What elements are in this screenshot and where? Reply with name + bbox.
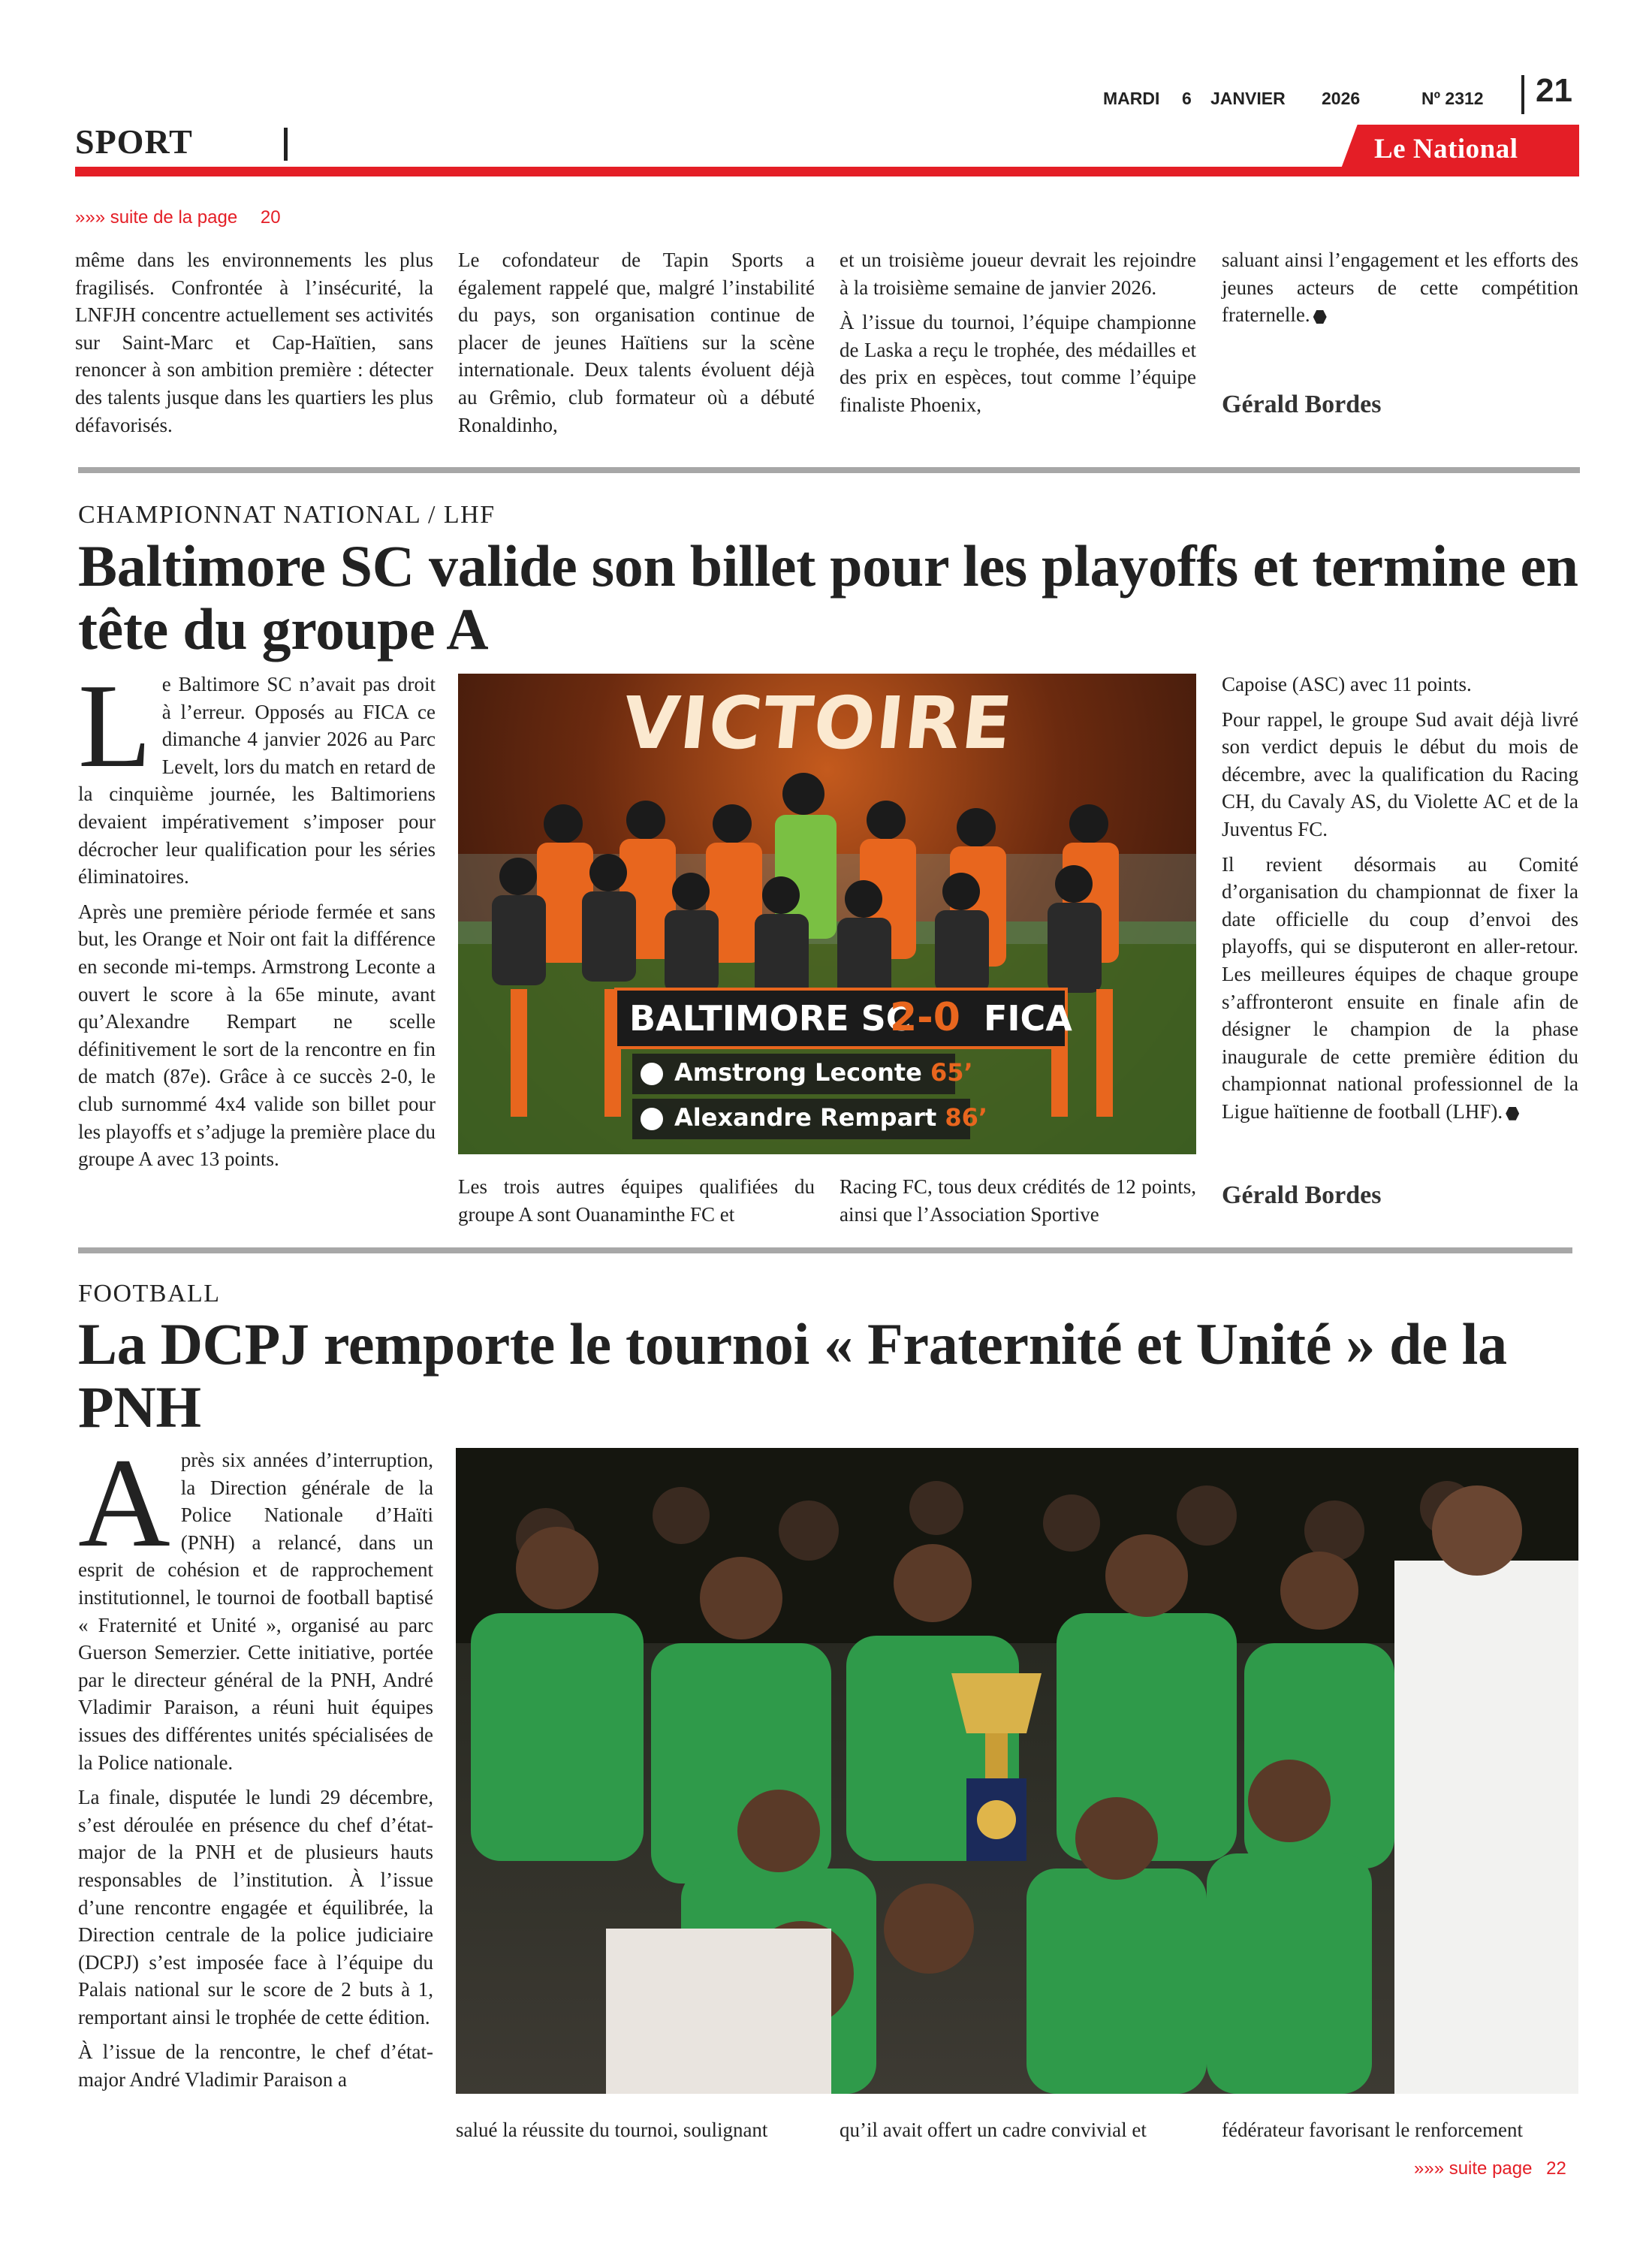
scorer-name: Alexandre Rempart (674, 1103, 937, 1132)
article-separator (78, 467, 1580, 473)
score-result: 2-0 (890, 995, 960, 1040)
scorer-minute: 86’ (945, 1103, 988, 1132)
paragraph-text: près six années d’interruption, la Direction générale de la Police Nationale d’Haïti (PNH) a relancé, dans un esprit de cohésion et de rapprochement institutionnel, le tournoi de football baptisé « Fraternité et Unité », organisé au parc Guerson Semerzier. Cette initiative, portée par le directeur général de la PNH, André Vladimir Paraison, a réuni huit équipes issues des différentes unités spécialisées de la Police nationale. (78, 1449, 433, 1774)
paragraph (1222, 851, 1578, 1126)
celebration-photo (456, 1448, 1578, 2094)
paragraph (1222, 246, 1578, 329)
article2-col4 (1222, 671, 1578, 1126)
paragraph: et un troisième joueur devrait les rejoindre à la troisième semaine de janvier 2026. (840, 249, 1196, 299)
article3-col3 (840, 2116, 1196, 2144)
scorer-minute: 65’ (930, 1058, 973, 1087)
paragraph: La finale, disputée le lundi 29 décembre, s’est déroulée en présence du chef d’état-major de la PNH et de plusieurs hauts responsables de l’institution. À l’issue d’une rencontre engagée et équilibrée, la Direction centrale de la police judiciaire (DCPJ) s’est imposée face à l’équipe du Palais national sur le score de 2 buts à 1, remportant ainsi le trophée de cette édition. (78, 1786, 433, 2028)
photo-banner: VICTOIRE (619, 681, 1017, 765)
paragraph: Le cofondateur de Tapin Sports a également rappelé que, malgré l’instabilité du pays, son organisation continue de placer de jeunes Haïtiens sur la scène internationale. Deux talents évoluent déjà au Grêmio, club formateur où a débuté Ronaldinho, (458, 249, 815, 436)
end-mark-icon (1506, 1107, 1519, 1120)
paragraph-text: e Baltimore SC n’avait pas droit à l’erreur. Opposés au FICA ce dimanche 4 janvier 2026 au Parc Levelt, lors du match en retard de la cinquième journée, les Baltimoriens devaient impérativement s’imposer pour décrocher leur qualification pour les séries éliminatoires. (78, 673, 436, 888)
paragraph-text: saluant ainsi l’engagement et les efforts des jeunes acteurs de cette compétition fraternelle. (1222, 249, 1578, 327)
article2-col1 (78, 659, 436, 1173)
team-celebration-illustration (456, 1448, 1578, 2094)
article-headline-line-2[interactable]: PNH (78, 1374, 201, 1440)
continued-from[interactable] (75, 207, 281, 228)
section-divider (284, 128, 288, 161)
header-divider (1521, 75, 1524, 114)
top-article-col2 (458, 246, 815, 439)
issue-month: JANVIER (1210, 89, 1286, 108)
dropcap: L (78, 659, 152, 792)
issue-year: 2026 (1322, 89, 1361, 108)
continued-from-page: 20 (260, 207, 281, 228)
paragraph: Pour rappel, le groupe Sud avait déjà livré son verdict depuis le début du mois de décembre, avec la qualification du Racing CH, du Cavaly AS, du Violette AC et de la Juventus FC. (1222, 707, 1578, 840)
page-number: 21 (1536, 72, 1572, 109)
top-article-col3 (840, 246, 1196, 419)
paragraph: Après une première période fermée et sans but, les Orange et Noir ont fait la différence en seconde mi-temps. Armstrong Leconte a ouvert le score à la 65e minute, avant qu’Alexandre Rempart ne scelle définitivement le sort de la rencontre en fin de match (87e). Grâce à ce succès 2-0, le club surnommé 4x4 valide son billet pour les playoffs et s’adjuge la première place du groupe A avec 13 points. (78, 900, 436, 1171)
byline: Gérald Bordes (1222, 391, 1382, 418)
paragraph: salué la réussite du tournoi, soulignant (456, 2119, 768, 2141)
article-kicker: FOOTBALL (78, 1280, 221, 1307)
top-article-col1 (75, 246, 433, 439)
end-mark-icon (1313, 310, 1327, 324)
continued-to-label: »»» suite page (1414, 2158, 1533, 2179)
article3-col4 (1222, 2116, 1578, 2144)
score-home-team: BALTIMORE SC (629, 998, 912, 1039)
article2-col3 (840, 1173, 1196, 1228)
continued-to[interactable] (1414, 2158, 1566, 2179)
article-headline-line-1[interactable]: La DCPJ remporte le tournoi « Fraternité et Unité » de la (78, 1311, 1507, 1377)
article-headline[interactable]: Baltimore SC valide son billet pour les playoffs et termine en tête du groupe A (78, 533, 1578, 662)
issue-date: 6 (1182, 89, 1192, 108)
paragraph: Capoise (ASC) avec 11 points. (1222, 673, 1472, 695)
issue-number: Nº 2312 (1421, 89, 1484, 108)
paragraph: même dans les environnements les plus fragilisés. Confrontée à l’insécurité, la LNFJH concentre actuellement ses activités sur Saint-Marc et Cap-Haïtien, sans renoncer à son ambition première : détecter des talents jusque dans les quartiers les plus défavorisés. (75, 249, 433, 436)
article3-col2 (456, 2116, 815, 2144)
issue-day: MARDI (1103, 89, 1160, 108)
byline: Gérald Bordes (1222, 1181, 1382, 1209)
match-photo (458, 674, 1196, 1154)
article-kicker: CHAMPIONNAT NATIONAL / LHF (78, 501, 496, 529)
continued-to-page: 22 (1546, 2158, 1566, 2179)
paragraph: qu’il avait offert un cadre convivial et (840, 2119, 1147, 2141)
top-article-col4 (1222, 246, 1578, 329)
paragraph: fédérateur favorisant le renforcement (1222, 2119, 1524, 2141)
section-title: SPORT (75, 122, 193, 161)
paragraph: À l’issue du tournoi, l’équipe championne de Laska a reçu le trophée, des médailles et des prix en espèces, tout comme l’équipe finaliste Phoenix, (840, 311, 1196, 416)
dropcap: A (78, 1432, 170, 1573)
scorer-name: Amstrong Leconte (674, 1058, 922, 1087)
scorer-line-1 (674, 1058, 973, 1087)
brand-name: Le National (1374, 134, 1518, 164)
continued-from-label: »»» suite de la page (75, 207, 238, 228)
article3-col1 (78, 1432, 433, 2094)
score-away-team: FICA (984, 998, 1072, 1039)
article-separator (78, 1247, 1572, 1253)
paragraph: Les trois autres équipes qualifiées du groupe A sont Ouanaminthe FC et (458, 1175, 815, 1226)
paragraph: Racing FC, tous deux crédités de 12 points, ainsi que l’Association Sportive (840, 1175, 1196, 1226)
article2-col2 (458, 1173, 815, 1228)
scorer-line-2 (674, 1103, 987, 1132)
paragraph-text: Il revient désormais au Comité d’organisation du championnat de fixer la date officielle du coup d’envoi des playoffs, qui se disputeront en aller-retour. Les meilleures équipes de chaque groupe s’affronteront ensuite en finale afin de désigner le champion de la phase inaugurale de cette première édition du championnat national professionnel de la Ligue haïtienne de football (LHF). (1222, 852, 1578, 1123)
paragraph: À l’issue de la rencontre, le chef d’état-major André Vladimir Paraison a (78, 2040, 433, 2092)
